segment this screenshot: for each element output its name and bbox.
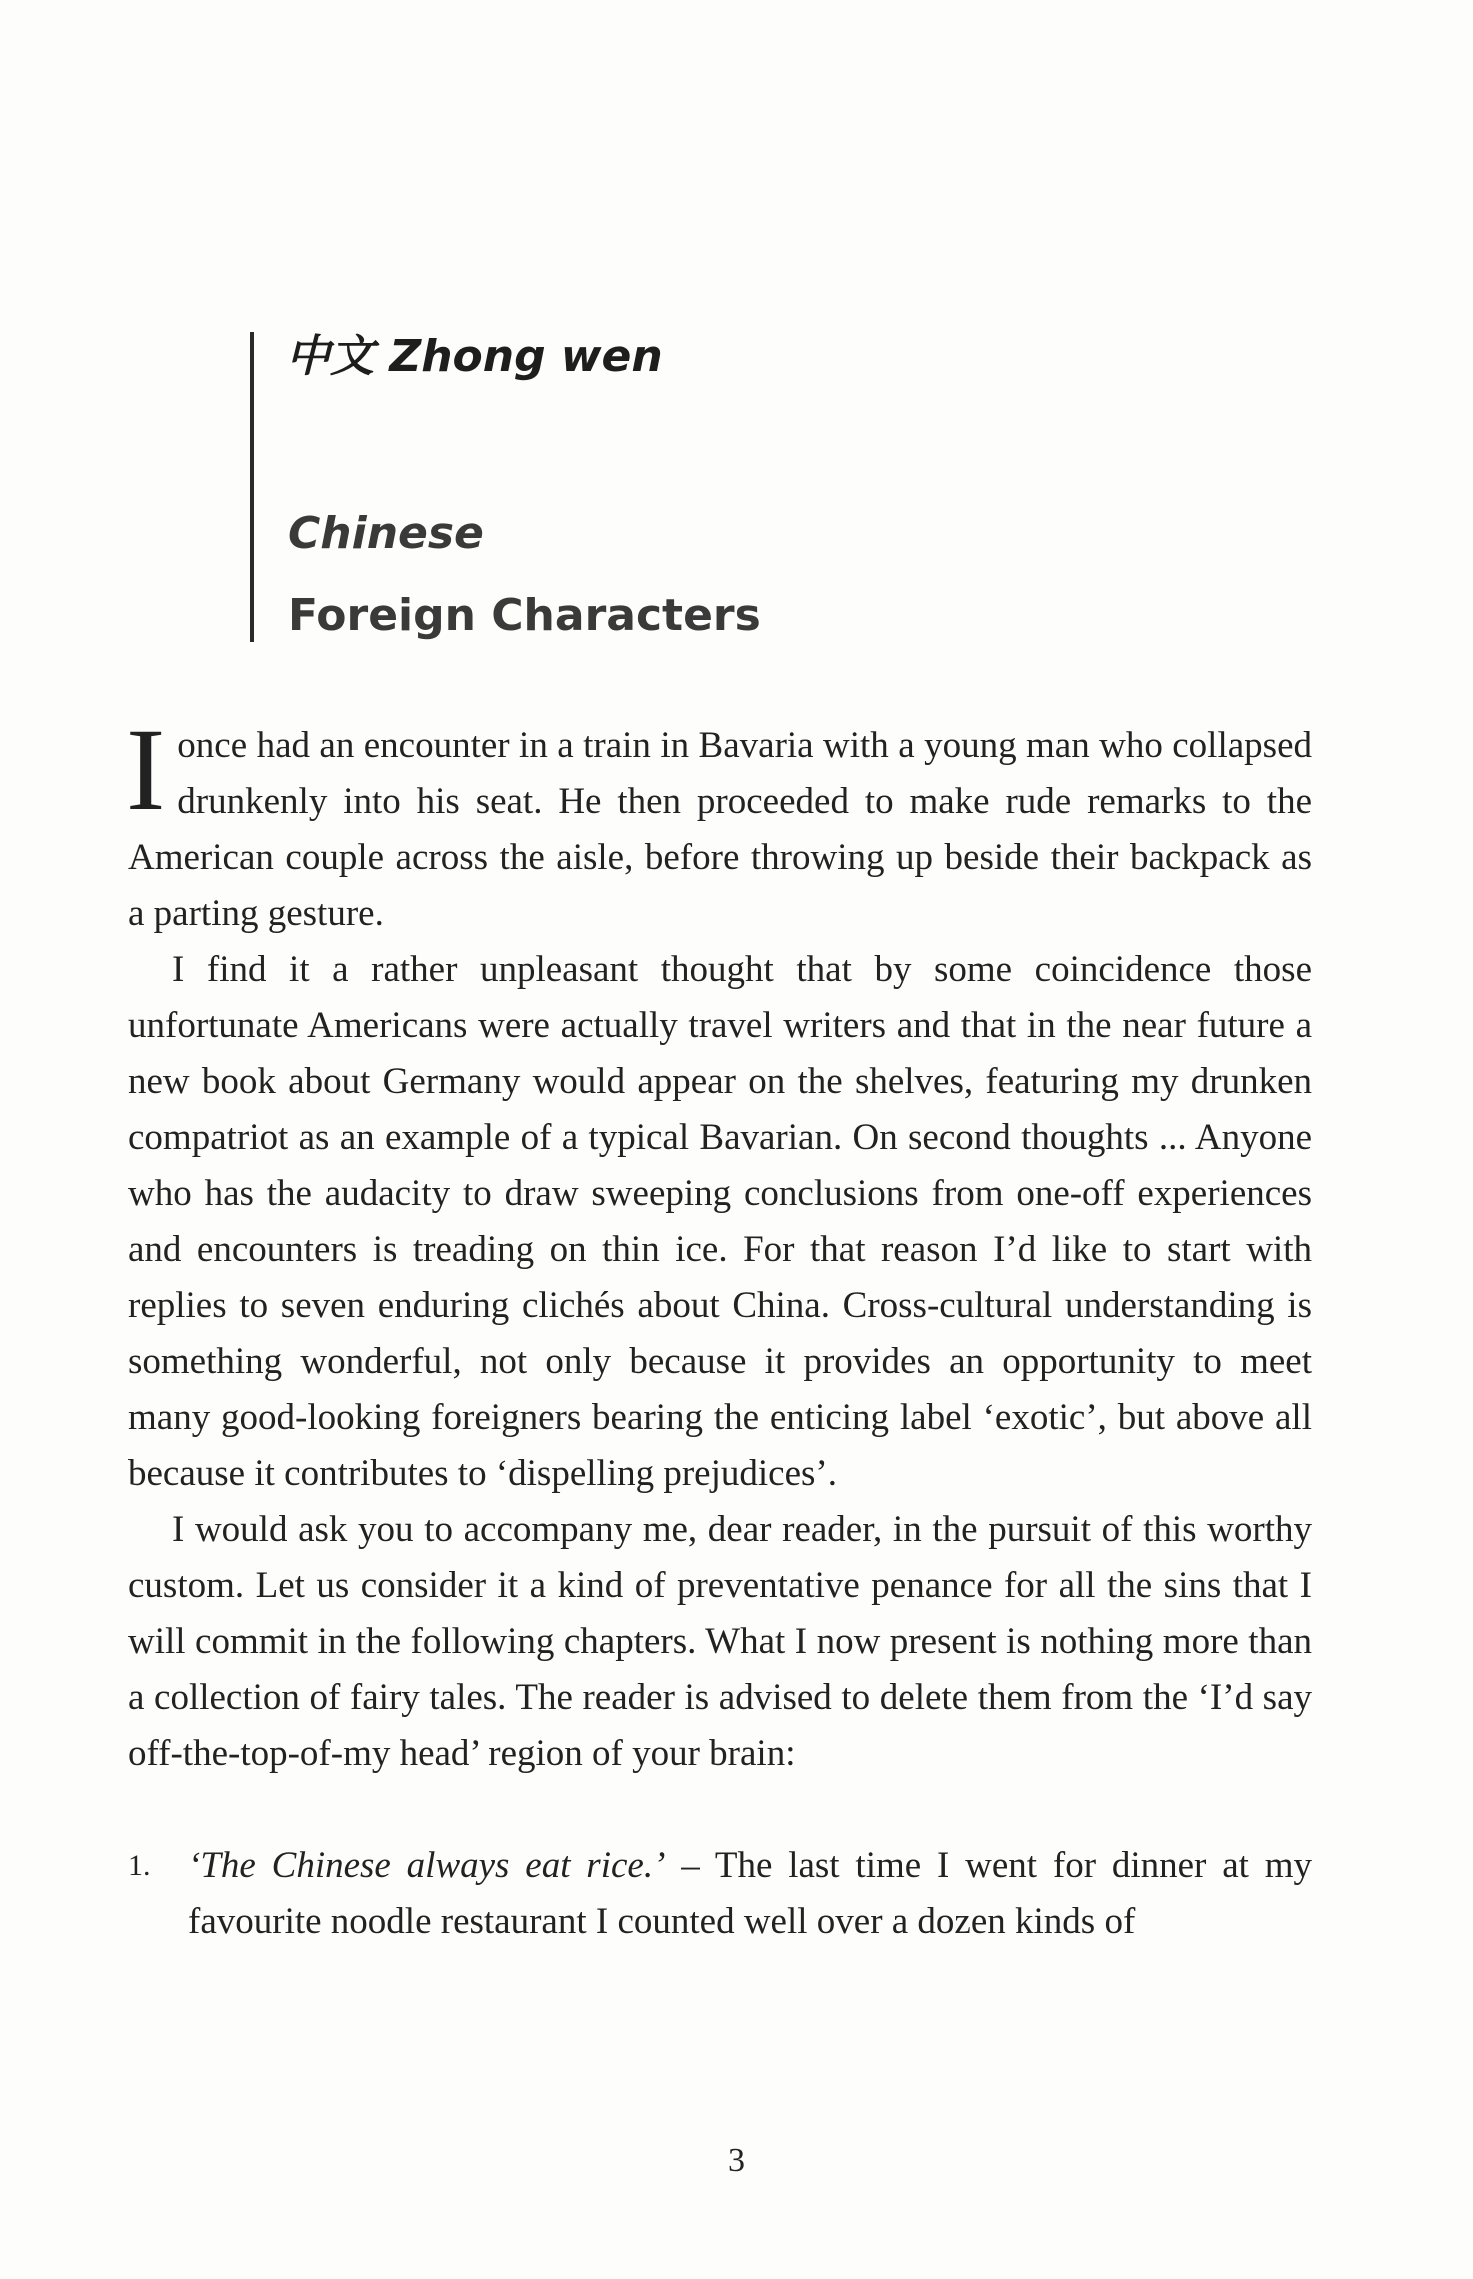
heading-vertical-rule (250, 332, 254, 642)
chapter-subtitle: Foreign Characters (288, 590, 761, 641)
paragraph-2: I find it a rather unpleasant thought that by some coincidence those unfortunate Americans were actually travel writers and that in the near future a new book about Germany would appear on the shelves, featuring my drunken compatriot as an example of a typical Bavarian. On second thoughts ... Anyone who has the audacity to draw sweeping conclusions from one-off experiences and encounters is treading on thin ice. For that reason I’d like to start with replies to seven enduring clichés about China. Cross-cultural understanding is something wonderful, not only because it provides an opportunity to meet many good-looking foreigners bearing the enticing label ‘exotic’, but above all because it contributes to ‘dispelling prejudices’. (128, 949, 1312, 1494)
chapter-subtitle-italic: Chinese (288, 508, 484, 559)
body-text (126, 704, 1312, 1950)
list-item (128, 1838, 1312, 1950)
drop-cap: I (126, 704, 166, 835)
cliche-list (128, 1838, 1312, 1950)
page-number: 3 (728, 2142, 745, 2179)
chapter-title: 中文 Zhong wen (286, 331, 663, 382)
chapter-heading (250, 320, 1150, 650)
list-item-text: – The last time I went for dinner at my favourite noodle restaurant I counted well over a dozen kinds of (188, 1845, 1312, 1942)
paragraph-3: I would ask you to accompany me, dear reader, in the pursuit of this worthy custom. Let us consider it a kind of preventative penance for all the sins that I will commit in the following chapters. What I now present is nothing more than a collection of fairy tales. The reader is advised to delete them from the ‘I’d say off-the-top-of-my head’ region of your brain: (128, 1509, 1312, 1774)
paragraph-1-text: once had an encounter in a train in Bavaria with a young man who collapsed drunkenly into his seat. He then proceeded to make rude remarks to the American couple across the aisle, before throwing up beside their backpack as a parting gesture. (128, 725, 1312, 934)
list-item-number: 1. (128, 1849, 151, 1882)
list-item-quote: ‘The Chinese always eat rice.’ (188, 1845, 666, 1886)
paragraph-1 (126, 704, 1312, 942)
